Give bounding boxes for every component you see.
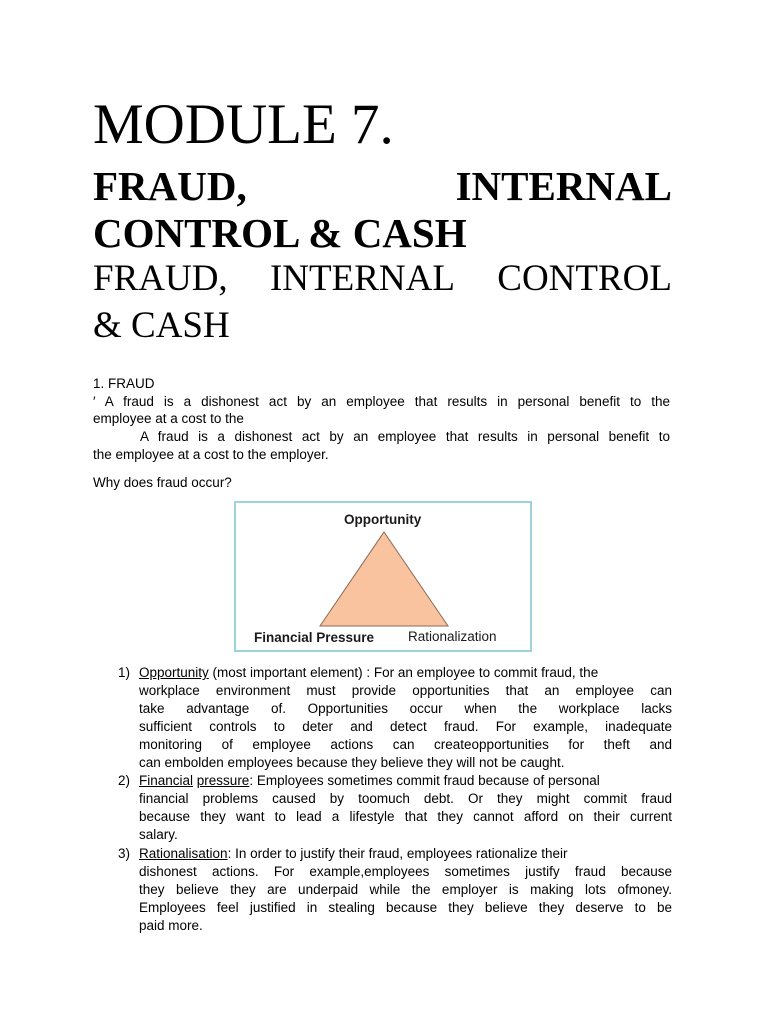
label-rationalization: Rationalization xyxy=(408,629,497,644)
term-pressure: pressure xyxy=(196,773,250,788)
term-continuation: : In order to justify their fraud, employees rationalize their xyxy=(227,846,568,861)
paragraph-line-2: the employee at a cost to the employer. xyxy=(93,447,329,462)
list-line: salary. xyxy=(139,827,178,842)
list-line: dishonest actions. For example,employees sometimes justify fraud because xyxy=(139,864,672,879)
heading-word-control: CONTROL xyxy=(497,258,672,299)
bold-heading-word-fraud: FRAUD, xyxy=(93,163,247,209)
list-number: 3) xyxy=(118,846,131,861)
list-line: can embolden employees because they believe they will not be caught. xyxy=(139,755,565,770)
heading-word-internal: INTERNAL xyxy=(269,258,455,299)
term-financial: Financial xyxy=(139,773,194,788)
heading-line-2: & CASH xyxy=(93,305,230,346)
heading-word-fraud: FRAUD, xyxy=(93,258,228,299)
list-line: they believe they are underpaid while the employer is making lots ofmoney. xyxy=(139,882,672,897)
list-line: financial problems caused by toomuch debt. Or they might commit fraud xyxy=(139,791,672,806)
list-line: paid more. xyxy=(139,918,203,933)
list-line xyxy=(139,845,672,863)
bold-heading-line-2: CONTROL & CASH xyxy=(93,210,467,256)
list-line: sufficient controls to deter and detect fraud. For example, inadequate xyxy=(139,719,672,734)
list-line xyxy=(139,772,672,790)
bullet-line-2: employee at a cost to the xyxy=(93,411,244,426)
term-continuation: (most important element) : For an employee to commit fraud, the xyxy=(208,665,599,680)
module-title: MODULE 7. xyxy=(93,93,394,156)
heading-line-1 xyxy=(93,256,672,302)
term-continuation: : Employees sometimes commit fraud because of personal xyxy=(249,773,600,788)
list-line: Employees feel justified in stealing because they believe they deserve to be xyxy=(139,900,672,915)
list-number: 1) xyxy=(118,665,131,680)
list-number: 2) xyxy=(118,773,131,788)
label-financial-pressure: Financial Pressure xyxy=(254,630,375,645)
fraud-triangle-shape xyxy=(320,532,448,626)
paragraph-line-1: A fraud is a dishonest act by an employee that results in personal benefit to xyxy=(140,429,670,444)
section-heading: 1. FRAUD xyxy=(93,376,155,391)
list-line xyxy=(139,664,672,682)
term-opportunity: Opportunity xyxy=(139,665,209,680)
list-line: take advantage of. Opportunities occur when the workplace lacks xyxy=(139,701,672,716)
bullet-line-1: ′ A fraud is a dishonest act by an employee that results in personal benefit to the xyxy=(93,394,670,409)
term-rationalisation: Rationalisation xyxy=(139,846,228,861)
list-line: because they want to lead a lifestyle that they cannot afford on their current xyxy=(139,809,672,824)
bold-heading-line-1 xyxy=(93,160,672,212)
bold-heading-word-internal: INTERNAL xyxy=(455,163,672,209)
list-line: monitoring of employee actions can createopportunities for theft and xyxy=(139,737,672,752)
question-text: Why does fraud occur? xyxy=(93,475,232,490)
label-opportunity: Opportunity xyxy=(344,512,422,527)
fraud-triangle-figure xyxy=(234,501,532,652)
list-line: workplace environment must provide opportunities that an employee can xyxy=(139,683,672,698)
